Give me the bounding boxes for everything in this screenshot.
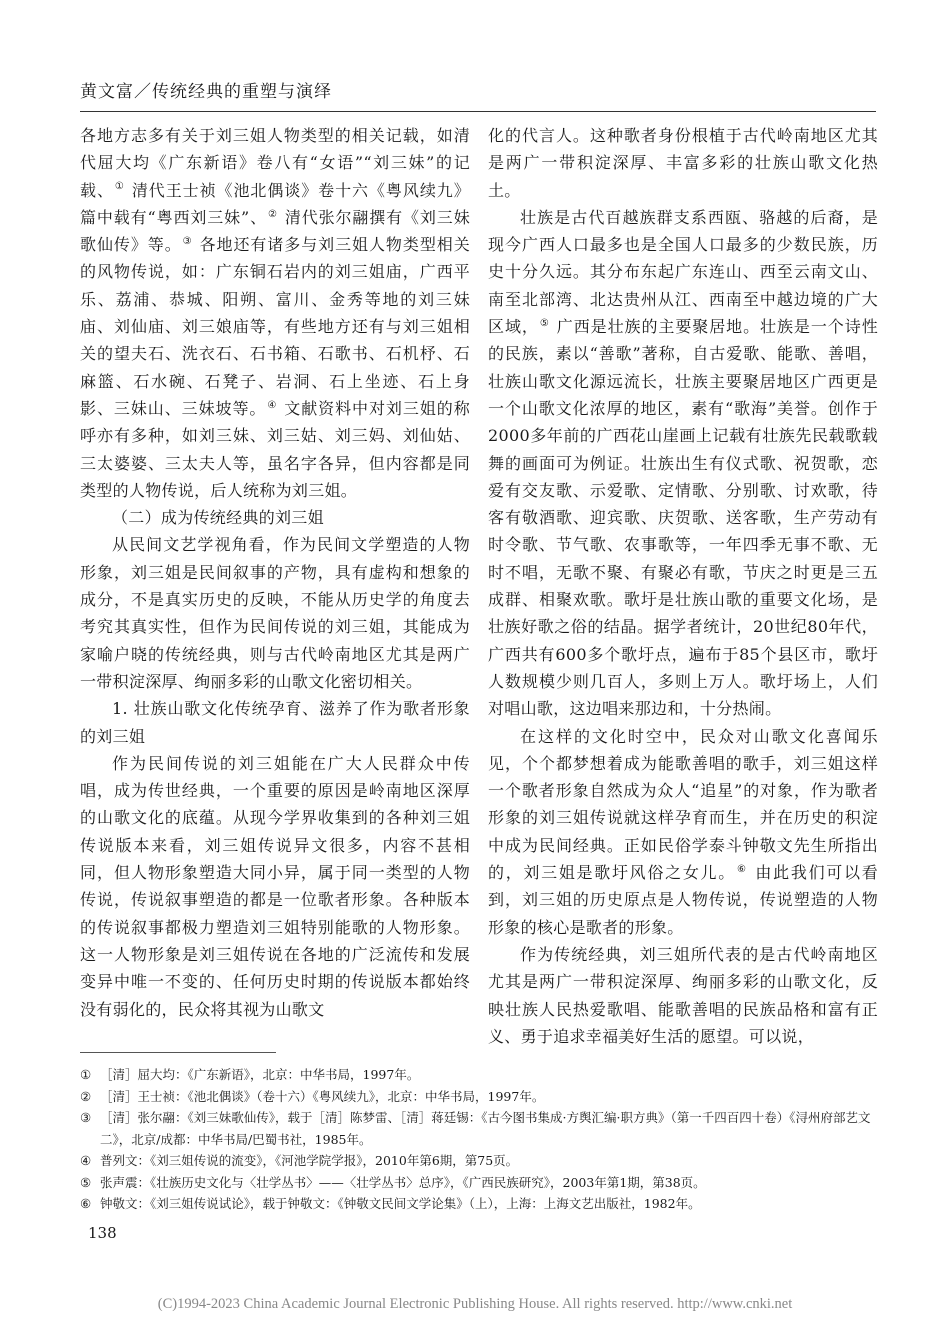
footnote-item: ⑥ 钟敬文：《刘三姐传说试论》，载于钟敬文：《钟敬文民间文学论集》（上），上海：上海文艺出版社，1982年。 <box>80 1196 701 1211</box>
footnote-ref[interactable]: ⑥ <box>736 863 748 875</box>
footnote-item: ⑤ 张声震：《壮族历史文化与〈壮学丛书〉——〈壮学丛书〉总序》，《广西民族研究》，2003年第1期，第38页。 <box>80 1174 706 1190</box>
footnote-ref[interactable]: ④ <box>267 399 278 411</box>
footnote-item: ① ［清］屈大均：《广东新语》，北京：中华书局，1997年。 <box>80 1067 420 1082</box>
footnote-item: ② ［清］王士祯：《池北偶谈》（卷十六）《粤风续九》，北京：中华书局，1997年。 <box>80 1088 545 1104</box>
footnotes <box>80 1064 880 1215</box>
footnote-ref[interactable]: ⑤ <box>539 317 550 329</box>
paragraph: 作为传统经典，刘三姐所代表的是古代岭南地区尤其是两广一带积淀深厚、绚丽多彩的山歌文化，反映壮族人民热爱歌唱、能歌善唱的民族品格和富有正义、勇于追求幸福美好生活的愿望。可以说， <box>488 944 878 1046</box>
footnote-item: ③ ［清］张尔翮：《刘三妹歌仙传》，载于［清］陈梦雷、［清］蒋廷锡：《古今图书集成·方舆汇编·职方典》（第一千四百四十卷）《浔州府部艺文二》，北京/成都：中华书局/巴蜀书社，1985年。 <box>80 1110 871 1147</box>
paragraph: 从民间文艺学视角看，作为民间文学塑造的人物形象，刘三姐是民间叙事的产物，具有虚构和想象的成分，不是真实历史的反映，不能从历史学的角度去考究其真实性，但作为民间传说的刘三姐，其能成为家喻户晓的传统经典，则与古代岭南地区尤其是两广一带积淀深厚、绚丽多彩的山歌文化密切相关。 <box>80 535 470 691</box>
paragraph: 在这样的文化时空中，民众对山歌文化喜闻乐见，个个都梦想着成为能歌善唱的歌手，刘三姐这样一个歌者形象自然成为众人“追星”的对象，作为歌者形象的刘三姐传说就这样孕育而生，并在历史的积淀中成为民间经典。正如民俗学泰斗钟敬文先生所指出的，刘三姐是歌圩风俗之女儿。⑥ 由此我们可以看到，刘三姐的历史原点是人物传说，传说塑造的人物形象的核心是歌者的形象。 <box>488 726 879 937</box>
footnote-ref[interactable]: ② <box>268 208 278 220</box>
header-rule <box>80 111 876 112</box>
footnote-ref[interactable]: ① <box>114 181 125 193</box>
right-column <box>488 122 878 1050</box>
running-header: 黄文富／传统经典的重塑与演绎 <box>80 82 332 102</box>
page-number: 138 <box>88 1224 117 1242</box>
paragraph: 化的代言人。这种歌者身份根植于古代岭南地区尤其是两广一带积淀深厚、丰富多彩的壮族山歌文化热土。 <box>488 126 878 200</box>
footnote-item: ④ 普列文：《刘三姐传说的流变》，《河池学院学报》，2010年第6期，第75页。 <box>80 1153 519 1168</box>
footnote-rule <box>80 1052 276 1053</box>
section-heading: （二）成为传统经典的刘三姐 <box>112 508 324 528</box>
copyright-watermark: (C)1994-2023 China Academic Journal Electronic Publishing House. All rights reserved. http://www.cnki.net <box>157 1296 793 1312</box>
subsection-heading: 1. 壮族山歌文化传统孕育、滋养了作为歌者形象的刘三姐 <box>80 699 470 746</box>
paragraph: 作为民间传说的刘三姐能在广大人民群众中传唱，成为传世经典，一个重要的原因是岭南地区深厚的山歌文化的底蕴。从现今学界收集到的各种刘三姐传说版本来看，刘三姐传说异文很多，内容不甚相同，但人物形象塑造大同小异，属于同一类型的人物传说，传说叙事塑造的都是一位歌者形象。各种版本的传说叙事都极力塑造刘三姐特别能歌的人物形象。这一人物形象是刘三姐传说在各地的广泛流传和发展变异中唯一不变的、任何历史时期的传说版本都始终没有弱化的，民众将其视为山歌文 <box>80 753 470 1019</box>
footnote-ref[interactable]: ③ <box>182 235 193 247</box>
paragraph: 壮族是古代百越族群支系西瓯、骆越的后裔，是现今广西人口最多也是全国人口最多的少数民族，历史十分久远。其分布东起广东连山、西至云南文山、南至北部湾、北达贵州从江、西南至中越边境的广大区域，⑤ 广西是壮族的主要聚居地。壮族是一个诗性的民族，素以“善歌”著称，自古爱歌、能歌、善唱，壮族山歌文化源远流长，壮族主要聚居地区广西更是一个山歌文化浓厚的地区，素有“歌海”美誉。创作于2000多年前的广西花山崖画上记载有壮族先民载歌载舞的画面可为例证。壮族出生有仪式歌、祝贺歌，恋爱有交友歌、示爱歌、定情歌、分别歌、讨欢歌，待客有敬酒歌、迎宾歌、庆贺歌、送客歌，生产劳动有时令歌、节气歌、农事歌等，一年四季无事不歌、无时不唱，无歌不聚、有聚必有歌，节庆之时更是三五成群、相聚欢歌。歌圩是壮族山歌的重要文化场，是壮族好歌之俗的结晶。据学者统计，20世纪80年代，广西共有600多个歌圩点，遍布于85个县区市，歌圩人数规模少则几百人，多则上万人。歌圩场上，人们对唱山歌，这边唱来那边和，十分热闹。 <box>488 207 878 719</box>
left-column <box>80 122 470 1023</box>
paragraph: 各地方志多有关于刘三姐人物类型的相关记载，如清代屈大均《广东新语》卷八有“女语”“刘三妹”的记载、① 清代王士祯《池北偶谈》卷十六《粤风续九》篇中载有“粤西刘三妹”、② 清代张尔翮撰有《刘三妹歌仙传》等。③ 各地还有诸多与刘三姐人物类型相关的风物传说，如：广东铜石岩内的刘三姐庙，广西平乐、荔浦、恭城、阳朔、富川、金秀等地的刘三妹庙、刘仙庙、刘三娘庙等，有些地方还有与刘三姐相关的望夫石、洗衣石、石书箱、石歌书、石机杼、石麻篮、石水碗、石凳子、岩洞、石上坐迹、石上身影、三妹山、三妹坡等。④ 文献资料中对刘三姐的称呼亦有多种，如刘三妹、刘三姑、刘三妈、刘仙姑、三太婆婆、三太夫人等，虽名字各异，但内容都是同类型的人物传说，后人统称为刘三姐。 <box>80 126 470 500</box>
